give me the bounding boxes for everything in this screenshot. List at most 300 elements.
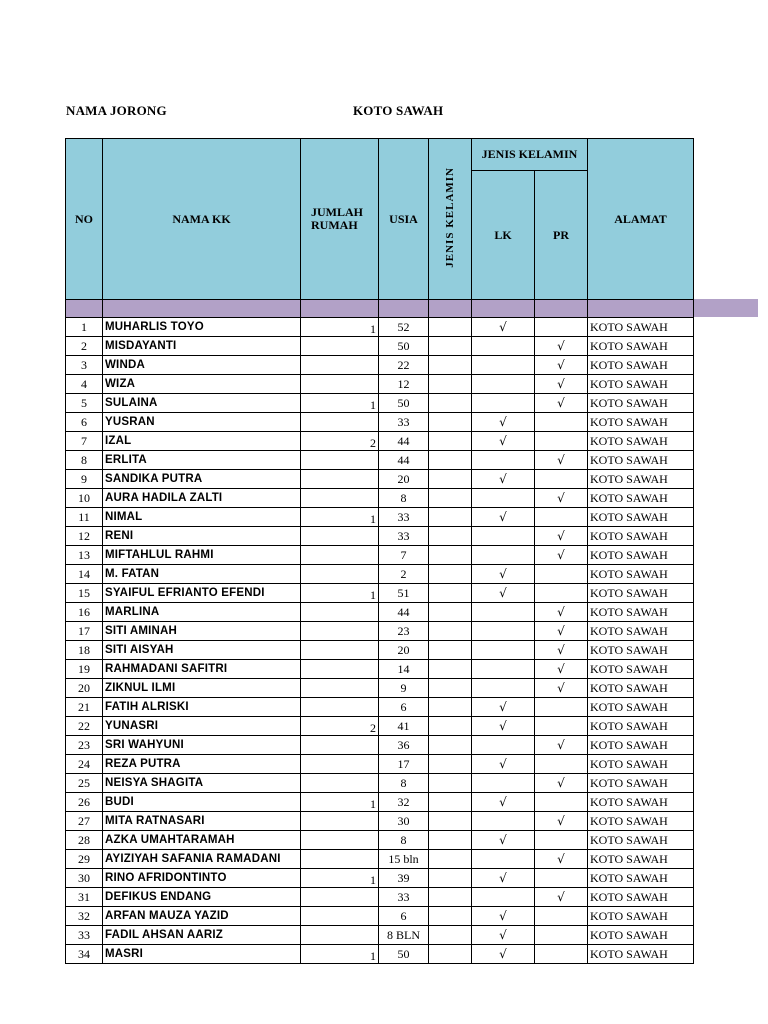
cell-usia: 20	[379, 470, 429, 489]
cell-jumlah-rumah	[301, 641, 379, 660]
cell-jumlah-rumah	[301, 375, 379, 394]
cell-lk: √	[472, 508, 535, 527]
cell-pr	[535, 318, 588, 337]
cell-pr: √	[535, 356, 588, 375]
cell-lk: √	[472, 318, 535, 337]
cell-jumlah-rumah	[301, 527, 379, 546]
cell-usia: 50	[379, 337, 429, 356]
cell-pr: √	[535, 622, 588, 641]
cell-jenis-kelamin	[429, 546, 472, 565]
cell-alamat: KOTO SAWAH	[588, 736, 694, 755]
cell-no: 10	[66, 489, 103, 508]
cell-nama-kk: ARFAN MAUZA YAZID	[103, 907, 301, 926]
cell-usia: 8	[379, 831, 429, 850]
cell-jenis-kelamin	[429, 926, 472, 945]
cell-usia: 6	[379, 698, 429, 717]
cell-usia: 44	[379, 451, 429, 470]
cell-nama-kk: SANDIKA PUTRA	[103, 470, 301, 489]
cell-no: 13	[66, 546, 103, 565]
cell-no: 4	[66, 375, 103, 394]
table-row	[66, 698, 694, 717]
cell-pr	[535, 831, 588, 850]
cell-alamat: KOTO SAWAH	[588, 755, 694, 774]
cell-jumlah-rumah	[301, 679, 379, 698]
cell-jumlah-rumah	[301, 774, 379, 793]
cell-nama-kk: MASRI	[103, 945, 301, 964]
table-row	[66, 755, 694, 774]
table-row	[66, 869, 694, 888]
cell-jenis-kelamin	[429, 831, 472, 850]
table-row	[66, 394, 694, 413]
table-row	[66, 527, 694, 546]
cell-lk: √	[472, 945, 535, 964]
cell-jumlah-rumah	[301, 926, 379, 945]
cell-alamat: KOTO SAWAH	[588, 603, 694, 622]
cell-nama-kk: YUNASRI	[103, 717, 301, 736]
cell-jenis-kelamin	[429, 489, 472, 508]
cell-lk: √	[472, 565, 535, 584]
cell-jumlah-rumah	[301, 546, 379, 565]
table-row	[66, 641, 694, 660]
cell-pr: √	[535, 660, 588, 679]
cell-lk	[472, 850, 535, 869]
cell-alamat: KOTO SAWAH	[588, 375, 694, 394]
cell-pr	[535, 755, 588, 774]
cell-nama-kk: AYIZIYAH SAFANIA RAMADANI	[103, 850, 301, 869]
cell-jumlah-rumah	[301, 736, 379, 755]
cell-jumlah-rumah	[301, 337, 379, 356]
col-header-no: NO	[66, 139, 103, 300]
table-row	[66, 945, 694, 964]
cell-lk	[472, 603, 535, 622]
cell-alamat: KOTO SAWAH	[588, 717, 694, 736]
cell-usia: 33	[379, 413, 429, 432]
cell-lk: √	[472, 755, 535, 774]
cell-nama-kk: DEFIKUS ENDANG	[103, 888, 301, 907]
cell-jenis-kelamin	[429, 793, 472, 812]
cell-no: 11	[66, 508, 103, 527]
cell-usia: 22	[379, 356, 429, 375]
cell-jumlah-rumah	[301, 470, 379, 489]
table-row	[66, 831, 694, 850]
cell-pr: √	[535, 527, 588, 546]
table-row	[66, 546, 694, 565]
cell-pr: √	[535, 394, 588, 413]
cell-lk	[472, 394, 535, 413]
cell-jenis-kelamin	[429, 945, 472, 964]
table-row	[66, 413, 694, 432]
cell-jenis-kelamin	[429, 394, 472, 413]
cell-alamat: KOTO SAWAH	[588, 318, 694, 337]
cell-jenis-kelamin	[429, 470, 472, 489]
cell-usia: 23	[379, 622, 429, 641]
cell-no: 5	[66, 394, 103, 413]
table-row	[66, 850, 694, 869]
cell-jumlah-rumah	[301, 489, 379, 508]
cell-jenis-kelamin	[429, 736, 472, 755]
cell-lk: √	[472, 869, 535, 888]
cell-alamat: KOTO SAWAH	[588, 565, 694, 584]
cell-no: 18	[66, 641, 103, 660]
cell-nama-kk: NIMAL	[103, 508, 301, 527]
cell-pr	[535, 717, 588, 736]
cell-jenis-kelamin	[429, 660, 472, 679]
cell-lk	[472, 660, 535, 679]
cell-pr	[535, 565, 588, 584]
jorong-label: NAMA JORONG	[66, 103, 167, 118]
cell-nama-kk: WINDA	[103, 356, 301, 375]
table-row	[66, 375, 694, 394]
cell-alamat: KOTO SAWAH	[588, 508, 694, 527]
cell-pr	[535, 945, 588, 964]
cell-jumlah-rumah: 2	[301, 432, 379, 451]
cell-usia: 14	[379, 660, 429, 679]
cell-no: 34	[66, 945, 103, 964]
cell-usia: 2	[379, 565, 429, 584]
cell-no: 29	[66, 850, 103, 869]
cell-pr: √	[535, 850, 588, 869]
cell-lk: √	[472, 470, 535, 489]
cell-lk	[472, 622, 535, 641]
cell-usia: 8 BLN	[379, 926, 429, 945]
col-header-lk: LK	[472, 171, 535, 300]
cell-alamat: KOTO SAWAH	[588, 432, 694, 451]
cell-pr: √	[535, 375, 588, 394]
cell-jenis-kelamin	[429, 451, 472, 470]
cell-nama-kk: MARLINA	[103, 603, 301, 622]
cell-pr: √	[535, 774, 588, 793]
cell-usia: 9	[379, 679, 429, 698]
cell-usia: 51	[379, 584, 429, 603]
cell-no: 12	[66, 527, 103, 546]
cell-no: 20	[66, 679, 103, 698]
cell-nama-kk: FATIH ALRISKI	[103, 698, 301, 717]
cell-jumlah-rumah: 1	[301, 508, 379, 527]
cell-lk: √	[472, 793, 535, 812]
cell-pr	[535, 793, 588, 812]
cell-no: 26	[66, 793, 103, 812]
cell-alamat: KOTO SAWAH	[588, 850, 694, 869]
cell-lk: √	[472, 926, 535, 945]
cell-usia: 20	[379, 641, 429, 660]
table-row	[66, 660, 694, 679]
cell-usia: 8	[379, 489, 429, 508]
cell-alamat: KOTO SAWAH	[588, 812, 694, 831]
cell-alamat: KOTO SAWAH	[588, 413, 694, 432]
cell-usia: 44	[379, 603, 429, 622]
cell-jenis-kelamin	[429, 413, 472, 432]
data-sheet	[65, 138, 694, 964]
cell-jumlah-rumah: 1	[301, 318, 379, 337]
table-row	[66, 679, 694, 698]
cell-jenis-kelamin	[429, 622, 472, 641]
cell-jenis-kelamin	[429, 508, 472, 527]
table-row	[66, 508, 694, 527]
cell-usia: 32	[379, 793, 429, 812]
table-row	[66, 565, 694, 584]
cell-lk	[472, 679, 535, 698]
table-row	[66, 812, 694, 831]
cell-pr: √	[535, 812, 588, 831]
cell-nama-kk: MITA RATNASARI	[103, 812, 301, 831]
cell-usia: 17	[379, 755, 429, 774]
cell-no: 7	[66, 432, 103, 451]
cell-alamat: KOTO SAWAH	[588, 489, 694, 508]
cell-nama-kk: AURA HADILA ZALTI	[103, 489, 301, 508]
cell-jenis-kelamin	[429, 603, 472, 622]
cell-usia: 33	[379, 527, 429, 546]
cell-alamat: KOTO SAWAH	[588, 660, 694, 679]
cell-jenis-kelamin	[429, 755, 472, 774]
col-header-pr: PR	[535, 171, 588, 300]
cell-jenis-kelamin	[429, 565, 472, 584]
cell-lk	[472, 888, 535, 907]
cell-lk	[472, 546, 535, 565]
cell-nama-kk: MIFTAHLUL RAHMI	[103, 546, 301, 565]
cell-jumlah-rumah	[301, 698, 379, 717]
cell-alamat: KOTO SAWAH	[588, 869, 694, 888]
cell-nama-kk: SYAIFUL EFRIANTO EFENDI	[103, 584, 301, 603]
cell-no: 31	[66, 888, 103, 907]
cell-lk: √	[472, 413, 535, 432]
cell-alamat: KOTO SAWAH	[588, 793, 694, 812]
cell-jumlah-rumah: 1	[301, 584, 379, 603]
col-header-alamat: ALAMAT	[588, 139, 694, 300]
cell-pr	[535, 907, 588, 926]
cell-nama-kk: RENI	[103, 527, 301, 546]
cell-pr: √	[535, 679, 588, 698]
cell-jumlah-rumah	[301, 603, 379, 622]
cell-no: 16	[66, 603, 103, 622]
cell-nama-kk: RAHMADANI SAFITRI	[103, 660, 301, 679]
cell-jumlah-rumah	[301, 622, 379, 641]
cell-no: 9	[66, 470, 103, 489]
cell-lk: √	[472, 907, 535, 926]
cell-alamat: KOTO SAWAH	[588, 926, 694, 945]
table-row	[66, 337, 694, 356]
cell-nama-kk: SULAINA	[103, 394, 301, 413]
cell-nama-kk: SRI WAHYUNI	[103, 736, 301, 755]
cell-usia: 6	[379, 907, 429, 926]
cell-alamat: KOTO SAWAH	[588, 470, 694, 489]
cell-nama-kk: WIZA	[103, 375, 301, 394]
cell-jumlah-rumah	[301, 850, 379, 869]
cell-no: 22	[66, 717, 103, 736]
cell-jumlah-rumah	[301, 451, 379, 470]
cell-jumlah-rumah	[301, 831, 379, 850]
table-row	[66, 603, 694, 622]
cell-jenis-kelamin	[429, 774, 472, 793]
cell-no: 3	[66, 356, 103, 375]
cell-usia: 33	[379, 508, 429, 527]
cell-nama-kk: ZIKNUL ILMI	[103, 679, 301, 698]
cell-no: 24	[66, 755, 103, 774]
cell-alamat: KOTO SAWAH	[588, 451, 694, 470]
cell-pr	[535, 432, 588, 451]
cell-jumlah-rumah	[301, 755, 379, 774]
cell-no: 6	[66, 413, 103, 432]
cell-alamat: KOTO SAWAH	[588, 546, 694, 565]
col-header-jenis-kelamin: JENIS KELAMIN	[472, 139, 588, 171]
band-extension	[693, 299, 758, 317]
cell-alamat: KOTO SAWAH	[588, 679, 694, 698]
vertical-jenis-kelamin: JENIS KELAMIN	[444, 166, 456, 268]
cell-usia: 12	[379, 375, 429, 394]
cell-pr: √	[535, 888, 588, 907]
cell-nama-kk: BUDI	[103, 793, 301, 812]
cell-usia: 50	[379, 394, 429, 413]
col-header-jenis-kelamin-vertical	[429, 139, 472, 300]
cell-jumlah-rumah	[301, 907, 379, 926]
cell-lk: √	[472, 432, 535, 451]
cell-nama-kk: SITI AMINAH	[103, 622, 301, 641]
cell-jumlah-rumah	[301, 356, 379, 375]
cell-nama-kk: ERLITA	[103, 451, 301, 470]
cell-alamat: KOTO SAWAH	[588, 641, 694, 660]
cell-lk	[472, 812, 535, 831]
table-row	[66, 489, 694, 508]
cell-alamat: KOTO SAWAH	[588, 527, 694, 546]
cell-nama-kk: MUHARLIS TOYO	[103, 318, 301, 337]
table-row	[66, 432, 694, 451]
cell-jumlah-rumah: 1	[301, 793, 379, 812]
cell-usia: 41	[379, 717, 429, 736]
cell-alamat: KOTO SAWAH	[588, 356, 694, 375]
cell-usia: 50	[379, 945, 429, 964]
table-row	[66, 888, 694, 907]
cell-alamat: KOTO SAWAH	[588, 622, 694, 641]
cell-nama-kk: AZKA UMAHTARAMAH	[103, 831, 301, 850]
cell-lk	[472, 375, 535, 394]
cell-alamat: KOTO SAWAH	[588, 831, 694, 850]
cell-no: 32	[66, 907, 103, 926]
cell-jenis-kelamin	[429, 850, 472, 869]
cell-pr	[535, 869, 588, 888]
cell-jenis-kelamin	[429, 527, 472, 546]
cell-pr	[535, 926, 588, 945]
cell-lk: √	[472, 831, 535, 850]
cell-pr	[535, 584, 588, 603]
cell-jenis-kelamin	[429, 584, 472, 603]
table-row	[66, 451, 694, 470]
cell-lk	[472, 527, 535, 546]
cell-pr	[535, 508, 588, 527]
cell-jumlah-rumah	[301, 565, 379, 584]
cell-nama-kk: M. FATAN	[103, 565, 301, 584]
cell-alamat: KOTO SAWAH	[588, 584, 694, 603]
cell-jumlah-rumah	[301, 413, 379, 432]
cell-jumlah-rumah	[301, 888, 379, 907]
cell-usia: 33	[379, 888, 429, 907]
cell-jenis-kelamin	[429, 869, 472, 888]
cell-usia: 52	[379, 318, 429, 337]
cell-nama-kk: IZAL	[103, 432, 301, 451]
col-header-nama-kk: NAMA KK	[103, 139, 301, 300]
table-row	[66, 470, 694, 489]
cell-alamat: KOTO SAWAH	[588, 337, 694, 356]
cell-lk	[472, 641, 535, 660]
cell-pr: √	[535, 641, 588, 660]
cell-no: 23	[66, 736, 103, 755]
cell-usia: 44	[379, 432, 429, 451]
table-row	[66, 356, 694, 375]
cell-pr: √	[535, 451, 588, 470]
cell-nama-kk: SITI AISYAH	[103, 641, 301, 660]
cell-pr: √	[535, 736, 588, 755]
cell-no: 28	[66, 831, 103, 850]
cell-no: 2	[66, 337, 103, 356]
jorong-value: KOTO SAWAH	[353, 103, 444, 118]
cell-no: 21	[66, 698, 103, 717]
table-row	[66, 907, 694, 926]
cell-no: 8	[66, 451, 103, 470]
cell-usia: 7	[379, 546, 429, 565]
separator-band	[66, 300, 694, 318]
cell-alamat: KOTO SAWAH	[588, 907, 694, 926]
cell-jumlah-rumah	[301, 660, 379, 679]
cell-pr: √	[535, 489, 588, 508]
cell-alamat: KOTO SAWAH	[588, 394, 694, 413]
cell-no: 19	[66, 660, 103, 679]
cell-lk	[472, 736, 535, 755]
kk-table	[65, 138, 694, 964]
cell-jenis-kelamin	[429, 698, 472, 717]
cell-lk	[472, 337, 535, 356]
cell-no: 14	[66, 565, 103, 584]
cell-usia: 39	[379, 869, 429, 888]
cell-jenis-kelamin	[429, 356, 472, 375]
table-row	[66, 774, 694, 793]
cell-nama-kk: RINO AFRIDONTINTO	[103, 869, 301, 888]
cell-nama-kk: MISDAYANTI	[103, 337, 301, 356]
cell-usia: 15 bln	[379, 850, 429, 869]
cell-alamat: KOTO SAWAH	[588, 774, 694, 793]
cell-usia: 8	[379, 774, 429, 793]
cell-nama-kk: YUSRAN	[103, 413, 301, 432]
cell-jenis-kelamin	[429, 375, 472, 394]
cell-lk: √	[472, 584, 535, 603]
cell-pr: √	[535, 603, 588, 622]
cell-no: 17	[66, 622, 103, 641]
cell-jenis-kelamin	[429, 812, 472, 831]
cell-no: 27	[66, 812, 103, 831]
table-row	[66, 926, 694, 945]
cell-nama-kk: NEISYA SHAGITA	[103, 774, 301, 793]
cell-no: 33	[66, 926, 103, 945]
cell-jumlah-rumah: 1	[301, 869, 379, 888]
cell-lk: √	[472, 717, 535, 736]
cell-jumlah-rumah	[301, 812, 379, 831]
col-header-usia: USIA	[379, 139, 429, 300]
cell-jenis-kelamin	[429, 641, 472, 660]
table-row	[66, 793, 694, 812]
cell-jenis-kelamin	[429, 717, 472, 736]
cell-alamat: KOTO SAWAH	[588, 698, 694, 717]
cell-lk	[472, 489, 535, 508]
col-header-jumlah-line1: JUMLAH	[311, 205, 363, 219]
cell-usia: 30	[379, 812, 429, 831]
col-header-jumlah-rumah	[301, 139, 379, 300]
cell-nama-kk: REZA PUTRA	[103, 755, 301, 774]
cell-alamat: KOTO SAWAH	[588, 888, 694, 907]
cell-jenis-kelamin	[429, 679, 472, 698]
cell-pr	[535, 698, 588, 717]
cell-jenis-kelamin	[429, 318, 472, 337]
cell-jenis-kelamin	[429, 337, 472, 356]
cell-pr	[535, 470, 588, 489]
cell-pr: √	[535, 546, 588, 565]
cell-lk	[472, 356, 535, 375]
